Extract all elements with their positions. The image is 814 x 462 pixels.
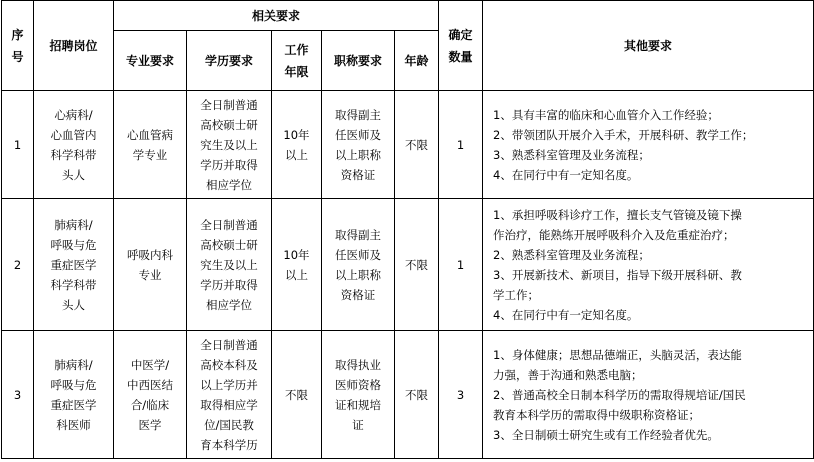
cell-seq: 3 [2,331,34,459]
cell-position: 肺病科/ 呼吸与危 重症医学 科学科带 头人 [34,199,114,331]
cell-count: 1 [439,91,483,199]
header-age: 年龄 [395,31,439,91]
recruitment-table [1,0,814,459]
cell-other: 1、身体健康；思想品德端正，头脑灵活，表达能 力强，善于沟通和熟悉电脑； 2、普通高校全日制本科学历的需取得规培证/国民 教育本科学历的需取得中级职称资格证； 3、全日制硕士研究生或有工作经验者优先。 [483,331,814,459]
cell-major: 中医学/ 中西医结 合/临床 医学 [114,331,187,459]
cell-seq: 2 [2,199,34,331]
cell-major: 心血管病 学专业 [114,91,187,199]
header-education: 学历要求 [187,31,272,91]
cell-major: 呼吸内科 专业 [114,199,187,331]
cell-education: 全日制普通 高校硕士研 究生及以上 学历并取得 相应学位 [187,91,272,199]
header-work-years: 工作 年限 [272,31,322,91]
cell-title-requirement: 取得副主 任医师及 以上职称 资格证 [322,91,395,199]
header-other-requirements: 其他要求 [483,1,814,91]
cell-education: 全日制普通 高校硕士研 究生及以上 学历并取得 相应学位 [187,199,272,331]
cell-title-requirement: 取得执业 医师资格 证和规培 证 [322,331,395,459]
cell-age: 不限 [395,199,439,331]
cell-work-years: 不限 [272,331,322,459]
cell-seq: 1 [2,91,34,199]
header-seq: 序 号 [2,1,34,91]
cell-age: 不限 [395,331,439,459]
header-title-requirement: 职称要求 [322,31,395,91]
cell-work-years: 10年 以上 [272,91,322,199]
table-row [2,199,814,331]
header-count: 确定 数量 [439,1,483,91]
header-major: 专业要求 [114,31,187,91]
header-related-requirements: 相关要求 [114,1,439,31]
cell-other: 1、承担呼吸科诊疗工作，擅长支气管镜及镜下操 作治疗，能熟练开展呼吸科介入及危重症治疗； 2、熟悉科室管理及业务流程； 3、开展新技术、新项目，指导下级开展科研、教 学工作； 4、在同行中有一定知名度。 [483,199,814,331]
cell-age: 不限 [395,91,439,199]
cell-title-requirement: 取得副主 任医师及 以上职称 资格证 [322,199,395,331]
cell-other: 1、具有丰富的临床和心血管介入工作经验； 2、带领团队开展介入手术，开展科研、教学工作； 3、熟悉科室管理及业务流程； 4、在同行中有一定知名度。 [483,91,814,199]
cell-work-years: 10年 以上 [272,199,322,331]
cell-position: 肺病科/ 呼吸与危 重症医学 科医师 [34,331,114,459]
cell-count: 1 [439,199,483,331]
cell-education: 全日制普通 高校本科及 以上学历并 取得相应学 位/国民教 育本科学历 [187,331,272,459]
cell-position: 心病科/ 心血管内 科学科带 头人 [34,91,114,199]
cell-count: 3 [439,331,483,459]
table-row [2,91,814,199]
header-position: 招聘岗位 [34,1,114,91]
table-row [2,331,814,459]
